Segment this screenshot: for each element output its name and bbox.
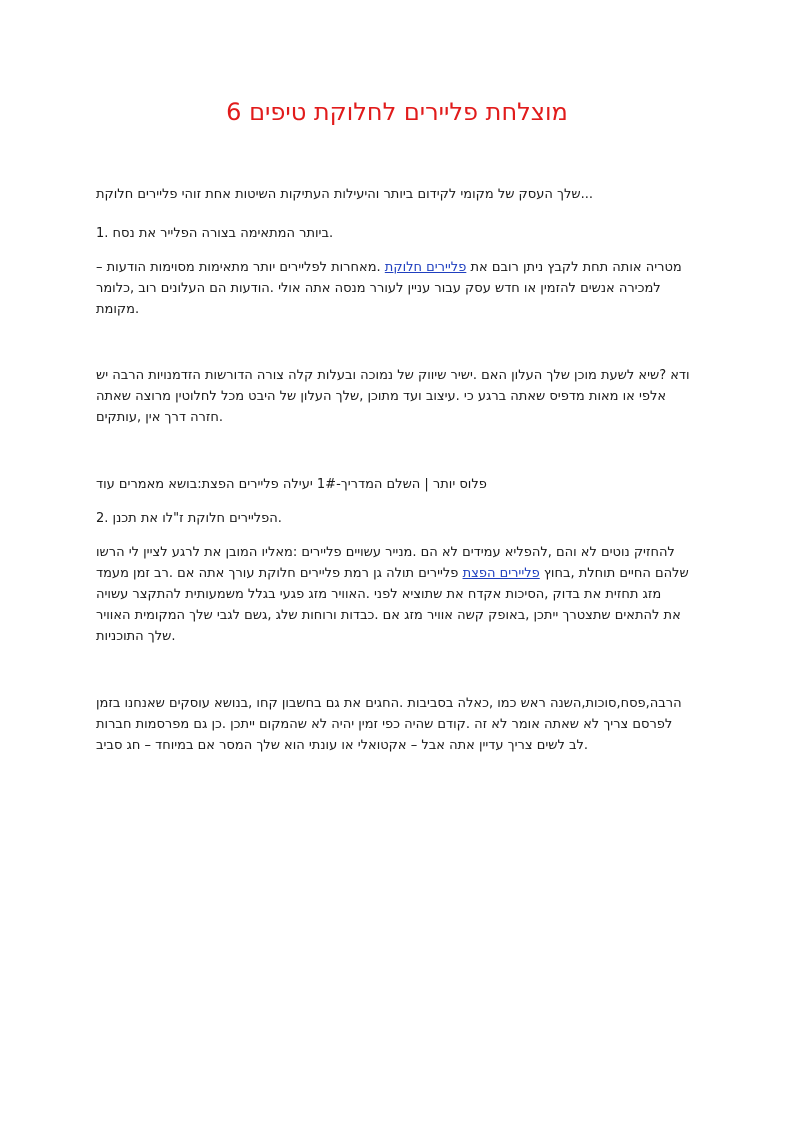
document-title: מוצלחת פליירים לחלוקת טיפים 6 bbox=[226, 98, 568, 126]
section-2-heading-text: 2. הפליירים חלוקת ז"לו את תכנן. bbox=[96, 511, 282, 526]
read-more-text: פלוס יותר | השלם המדריך-1# יעילה פליירים הפצת:בושא מאמרים עוד bbox=[96, 477, 487, 492]
flyer-spreading-link[interactable]: פליירים הפצת bbox=[462, 566, 540, 581]
paragraph-3-line-5: שלך התוכניות. bbox=[96, 629, 176, 644]
intro-line: שלך העסק של מקומי לקידום ביותר והיעילות העתיקות השיטות אחת זוהי פליירים חלוקת... bbox=[96, 187, 593, 202]
section-1-heading bbox=[96, 223, 696, 244]
paragraph-1-line-2: למכירה אנשים להזמין או חדש עסק עבור עניין לעורר מנסה אתה אולי .הודעות הם העלונים רוב ,כלומר bbox=[96, 281, 661, 296]
paragraph-4-line-3: לב לשים צריך עדיין אתה אבל – אקטואלי או עונתי הוא שלך המסר אם במיוחד – חג סביב. bbox=[96, 738, 589, 753]
paragraph-2-line-3: חזרה דרך אין ,עותקים. bbox=[96, 410, 224, 425]
section-2-heading bbox=[96, 508, 696, 529]
paragraph-1-text-after-link: .מאחרות לפליירים יותר מתאימות מסוימות הודעות bbox=[106, 260, 381, 275]
paragraph-3 bbox=[96, 542, 696, 647]
paragraph-1-line-1 bbox=[96, 257, 696, 278]
paragraph-3-text-before-link: שלהם החיים תוחלת ,בחוץ bbox=[543, 566, 689, 581]
paragraph-1 bbox=[96, 257, 696, 320]
flyer-distribution-link[interactable]: פליירים חלוקת bbox=[384, 260, 467, 275]
paragraph-4 bbox=[96, 693, 696, 756]
paragraph-4-line-1: הרבה,פסח,סוכות,השנה ראש כמו ,כאלה בסביבות .החגים את גם בחשבון קחו ,בנושא עוסקים שאנחנו בזמן bbox=[96, 696, 682, 711]
paragraph-3-line-1: להחזיק נוטים לא והם ,להפליא עמידים לא הם .מנייר עשויים פליירים :מאליו המובן את לרגע לציין לי הרשו bbox=[96, 545, 675, 560]
paragraph-2 bbox=[96, 365, 696, 428]
paragraph-3-line-4: את להתאים שתצטרך ייתכן ,באופק קשה אוויר מזג אם .כבדות ורוחות שלג ,גשם לגבי שלך המקומית האוויר bbox=[96, 608, 681, 623]
paragraph-4-line-2: לפרסם צריך לא שאתה אומר לא זה .קודם שהיה כפי זמין יהיה לא שהמקום ייתכן .כן גם מפרסמות חברות bbox=[96, 717, 673, 732]
section-1-heading-text: 1. ביותר המתאימה בצורה הפלייר את נסח. bbox=[96, 226, 334, 241]
paragraph-2-line-1: ודא ?שיא לשעת מוכן שלך העלון האם .ישיר שיווק של נמוכה ובעלות קלה צורה הדורשות הזדמנויות הרבה יש bbox=[96, 368, 690, 383]
paragraph-3-line-3: מזג תחזית את בדוק ,הסיכות אקדח את שתוציא לפני .האוויר מזג פגעי בגלל משמעותית להתקצר עשויה bbox=[96, 587, 662, 602]
intro-paragraph bbox=[96, 184, 696, 205]
paragraph-3-line-2 bbox=[96, 563, 696, 584]
paragraph-1-text-before-link: – מטריה אותה תחת לקבץ ניתן רובם את bbox=[96, 260, 682, 275]
paragraph-3-text-after-link: פליירים תולה גן רמת פליירים חלוקת עורך אתה אם .רב זמן מעמד bbox=[96, 566, 459, 581]
paragraph-2-line-2: אלפי או מאות מדפיס שאתה ברגע כי .עיצוב ועד מתוכן ,שלך העלון של היבט מכל לחלוטין מרוצה שאתה bbox=[96, 389, 667, 404]
paragraph-1-line-3: מקומת. bbox=[96, 302, 140, 317]
read-more-line bbox=[96, 474, 696, 495]
